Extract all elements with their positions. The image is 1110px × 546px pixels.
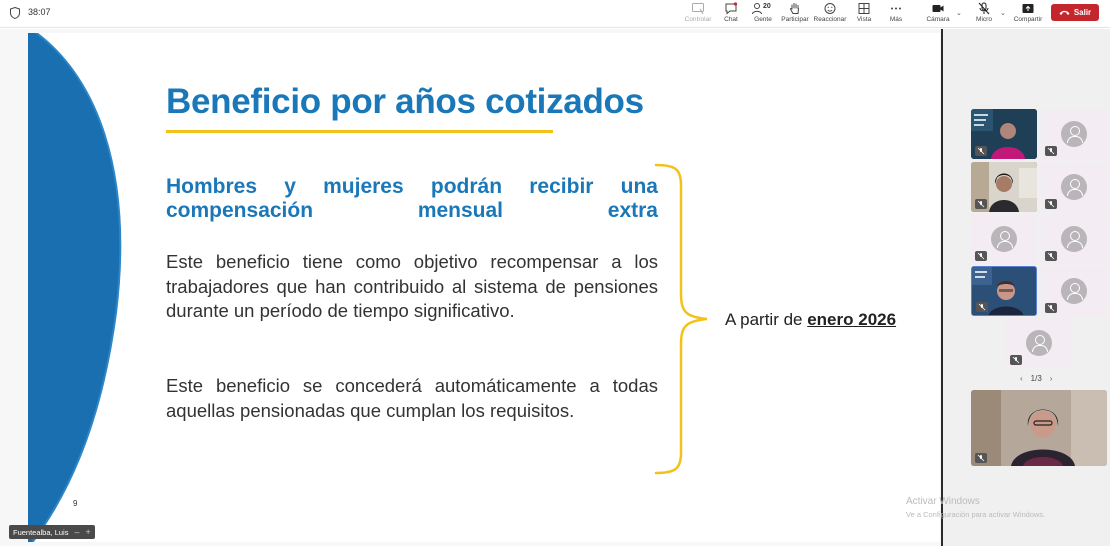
leave-button[interactable]	[1051, 4, 1099, 21]
share-button[interactable]	[1012, 1, 1044, 27]
control-icon	[691, 2, 705, 15]
shield-icon	[10, 7, 20, 19]
more-button[interactable]	[885, 1, 907, 27]
control-button[interactable]	[683, 1, 713, 27]
avatar-icon	[991, 226, 1017, 252]
camera-icon	[931, 2, 945, 15]
control-label: Controlar	[684, 16, 712, 23]
chat-icon	[724, 2, 738, 15]
mic-muted-icon	[977, 252, 985, 260]
presenter-name-tag[interactable]	[9, 525, 95, 539]
participants-pager	[1020, 374, 1052, 383]
participant-tile[interactable]	[971, 214, 1037, 264]
participants-panel	[943, 29, 1110, 546]
chat-label: Chat	[724, 16, 738, 23]
pager-label: 1/3	[1030, 374, 1042, 383]
participant-tile[interactable]	[1041, 214, 1107, 264]
avatar-icon	[1061, 278, 1087, 304]
mic-muted-icon	[1047, 200, 1055, 208]
view-button[interactable]	[853, 1, 875, 27]
start-date-note	[725, 310, 896, 330]
avatar-icon	[1061, 174, 1087, 200]
next-page-icon[interactable]: ›	[1049, 374, 1053, 383]
participant-tile-video[interactable]	[971, 109, 1037, 159]
smiley-icon	[823, 2, 837, 15]
participant-tile-video[interactable]	[971, 162, 1037, 212]
avatar-icon	[1061, 121, 1087, 147]
more-icon	[889, 2, 903, 15]
mic-options-chevron-icon[interactable]: ⌄	[1000, 10, 1006, 17]
mic-muted-icon	[1047, 147, 1055, 155]
minimize-icon[interactable]: –	[74, 527, 80, 537]
participant-tile-active-speaker[interactable]	[971, 266, 1037, 316]
participant-tile[interactable]	[1041, 109, 1107, 159]
slide-title: Beneficio por años cotizados	[166, 82, 644, 121]
mic-muted-icon	[977, 147, 985, 155]
mic-muted-badge	[975, 453, 987, 463]
participant-tile[interactable]	[1041, 162, 1107, 212]
self-view-tile[interactable]	[971, 390, 1107, 466]
raise-hand-label: Participar	[781, 16, 809, 23]
slide-page-number: 9	[73, 499, 78, 508]
shared-screen	[0, 29, 943, 546]
hand-icon	[788, 2, 802, 15]
view-label: Vista	[856, 16, 872, 23]
people-label: Gente	[754, 16, 772, 23]
mic-muted-icon	[977, 2, 991, 15]
mic-muted-badge	[1045, 303, 1057, 313]
meeting-timer: 38:07	[28, 7, 51, 17]
people-button[interactable]	[750, 1, 776, 27]
mic-muted-badge	[975, 251, 987, 261]
expand-icon[interactable]: +	[85, 527, 91, 537]
title-underline	[166, 130, 553, 133]
grid-view-icon	[857, 2, 871, 15]
mic-muted-icon	[1047, 252, 1055, 260]
share-screen-icon	[1021, 2, 1035, 15]
windows-activation-subtitle: Ve a Configuración para activar Windows.	[906, 510, 1046, 519]
mic-muted-badge	[1010, 355, 1022, 365]
presenter-name: Fuentealba, Luis	[13, 527, 69, 537]
mic-muted-icon	[978, 303, 986, 311]
raise-hand-button[interactable]	[781, 1, 809, 27]
mic-muted-badge	[1045, 251, 1057, 261]
mic-label: Micro	[976, 16, 992, 23]
mic-muted-badge	[976, 302, 988, 312]
previous-page-icon[interactable]: ‹	[1020, 374, 1023, 383]
mic-muted-badge	[975, 199, 987, 209]
mic-muted-icon	[1047, 304, 1055, 312]
slide-blue-arc	[28, 33, 128, 542]
mic-muted-badge	[975, 146, 987, 156]
react-label: Reaccionar	[813, 16, 847, 23]
people-count: 20	[763, 3, 771, 10]
avatar-icon	[1026, 330, 1052, 356]
mic-muted-icon	[977, 454, 985, 462]
self-view-video-feed	[971, 390, 1107, 466]
meeting-toolbar	[0, 0, 1110, 28]
more-label: Más	[889, 16, 903, 23]
share-label: Compartir	[1013, 16, 1043, 23]
slide-subtitle: Hombres y mujeres podrán recibir una compensación mensual extra	[166, 175, 658, 222]
camera-options-chevron-icon[interactable]: ⌄	[956, 10, 962, 17]
curly-brace	[653, 163, 713, 475]
slide-paragraph-1: Este beneficio tiene como objetivo recompensar a los trabajadores que han contribuido al sistema de pensiones durante un período de tiempo significativo.	[166, 251, 658, 321]
presentation-slide	[28, 33, 940, 542]
camera-label: Cámara	[926, 16, 950, 23]
participant-tile[interactable]	[1041, 266, 1107, 316]
note-date: enero 2026	[807, 310, 897, 329]
camera-button[interactable]	[925, 1, 951, 27]
participant-tile[interactable]	[1006, 318, 1072, 368]
avatar-icon	[1061, 226, 1087, 252]
slide-paragraph-2: Este beneficio se concederá automáticamente a todas aquellas pensionadas que cumplan los requisitos.	[166, 375, 658, 421]
leave-label: Salir	[1073, 8, 1092, 17]
mic-button[interactable]	[972, 1, 996, 27]
mic-muted-icon	[1012, 356, 1020, 364]
note-prefix: A partir de	[725, 310, 808, 329]
react-button[interactable]	[813, 1, 847, 27]
chat-button[interactable]	[720, 1, 742, 27]
hang-up-icon	[1059, 9, 1070, 16]
mic-muted-badge	[1045, 146, 1057, 156]
windows-activation-title: Activar Windows	[906, 496, 980, 507]
mic-muted-icon	[977, 200, 985, 208]
mic-muted-badge	[1045, 199, 1057, 209]
